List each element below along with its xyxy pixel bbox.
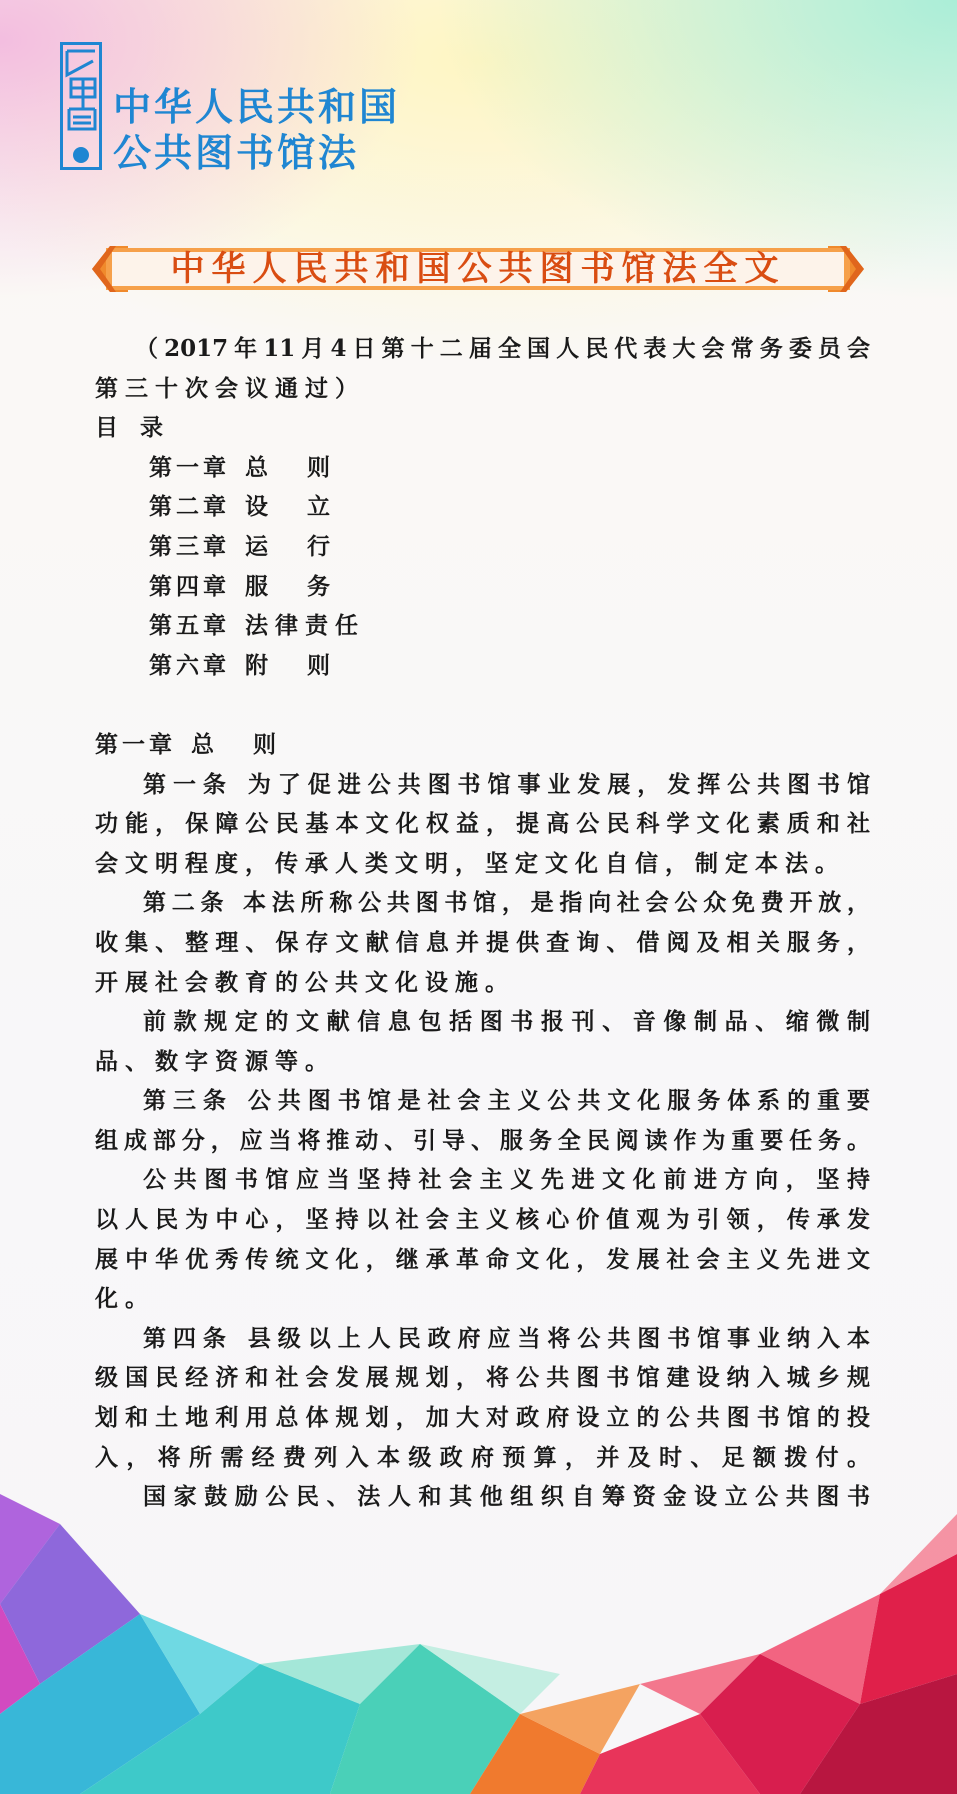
toc-item <box>95 487 870 527</box>
toc-item <box>95 448 870 488</box>
text-line: 功能，保障公民基本文化权益，提高公民科学文化素质和社 <box>95 810 870 838</box>
toc-chapter-name: 设立 <box>245 493 337 521</box>
chapter-num: 第一章 <box>95 730 176 758</box>
toc-item <box>95 567 870 607</box>
brand-title <box>113 84 400 176</box>
chapter-heading <box>95 725 870 765</box>
brand-title-line1: 中华人民共和国 <box>113 85 401 129</box>
text-line: 收集、整理、保存文献信息并提供查询、借阅及相关服务， <box>95 928 870 956</box>
text-line: 化。 <box>95 1285 155 1313</box>
text-line: 展中华优秀传统文化，继承革命文化，发展社会主义先进文 <box>95 1245 870 1273</box>
chapter-name: 总则 <box>191 730 283 758</box>
polygon-decoration <box>0 1454 957 1794</box>
brand-title-line2: 公共图书馆法 <box>113 131 360 175</box>
adoption-note-line2: 第三十次会议通过） <box>95 374 365 402</box>
toc-chapter-name: 总则 <box>245 453 337 481</box>
text-line: 第一条 为了促进公共图书馆事业发展，发挥公共图书馆 <box>143 770 870 798</box>
text-line: 以人民为中心，坚持以社会主义核心价值观为引领，传承发 <box>95 1206 870 1234</box>
text-line: 入，将所需经费列入本级政府预算，并及时、足额拨付。 <box>95 1443 870 1471</box>
law-text <box>95 329 870 1517</box>
text-line: 会文明程度，传承人类文明，坚定文化自信，制定本法。 <box>95 849 845 877</box>
toc-chapter-num: 第一章 <box>149 453 230 481</box>
toc-item <box>95 527 870 567</box>
toc-heading: 目 录 <box>95 414 171 442</box>
text-line: 第二条 本法所称公共图书馆，是指向社会公众免费开放， <box>143 889 870 917</box>
toc-chapter-name: 服务 <box>245 572 337 600</box>
toc-chapter-name: 附则 <box>245 651 337 679</box>
toc-chapter-num: 第三章 <box>149 532 230 560</box>
text-line: 第三条 公共图书馆是社会主义公共文化服务体系的重要 <box>143 1087 870 1115</box>
text-line: 级国民经济和社会发展规划，将公共图书馆建设纳入城乡规 <box>95 1364 870 1392</box>
text-line: 品、数字资源等。 <box>95 1047 335 1075</box>
text-line: 组成部分，应当将推动、引导、服务全民阅读作为重要任务。 <box>95 1126 870 1154</box>
toc-chapter-num: 第四章 <box>149 572 230 600</box>
text-line: 开展社会教育的公共文化设施。 <box>95 968 515 996</box>
text-line: 国家鼓励公民、法人和其他组织自筹资金设立公共图书 <box>143 1483 870 1511</box>
toc-item <box>95 646 870 686</box>
title-banner <box>92 246 864 292</box>
banner-title: 中华人民共和国公共图书馆法全文 <box>170 249 786 289</box>
toc-item <box>95 606 870 646</box>
text-line: 前款规定的文献信息包括图书报刊、音像制品、缩微制 <box>143 1008 870 1036</box>
toc-chapter-num: 第六章 <box>149 651 230 679</box>
toc-chapter-num: 第二章 <box>149 493 230 521</box>
text-line: 第四条 县级以上人民政府应当将公共图书馆事业纳入本 <box>143 1324 870 1352</box>
library-law-logo <box>60 42 102 170</box>
toc-chapter-name: 法律责任 <box>245 612 365 640</box>
toc-chapter-num: 第五章 <box>149 612 230 640</box>
text-line: 划和土地利用总体规划，加大对政府设立的公共图书馆的投 <box>95 1404 870 1432</box>
adoption-note-line1: （2017年11月4日第十二届全国人民代表大会常务委员会 <box>135 335 870 362</box>
toc-chapter-name: 运行 <box>245 532 337 560</box>
text-line: 公共图书馆应当坚持社会主义先进文化前进方向，坚持 <box>143 1166 870 1194</box>
